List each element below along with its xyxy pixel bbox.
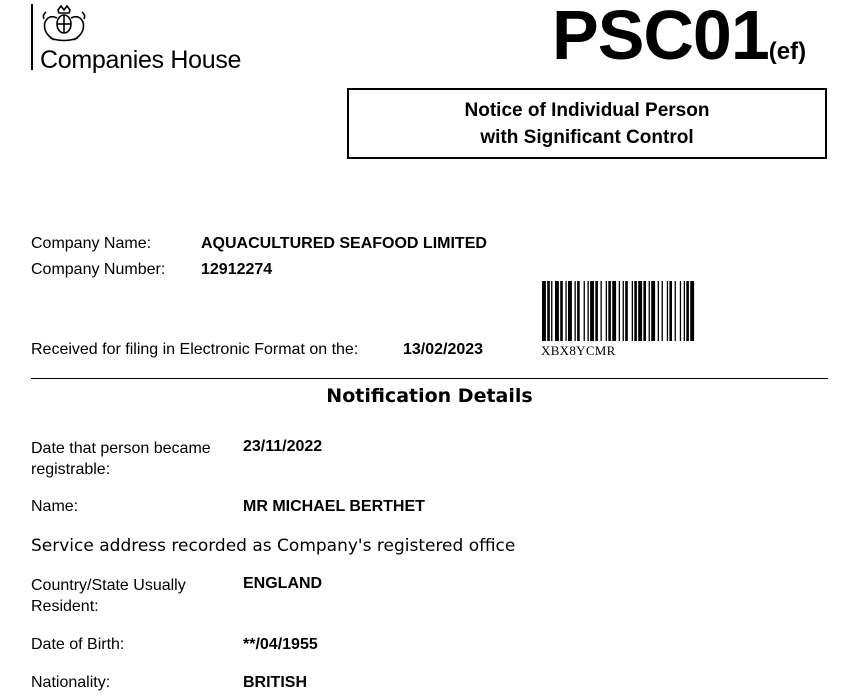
received-label: Received for filing in Electronic Format on the:: [31, 341, 359, 358]
nationality-value: BRITISH: [243, 674, 307, 691]
barcode-text: XBX8YCMR: [541, 343, 616, 358]
barcode-icon: [541, 281, 819, 341]
country-value: ENGLAND: [243, 575, 323, 592]
dob-label: Date of Birth:: [31, 636, 125, 653]
date-registrable-label-line1: Date that person became: [31, 440, 211, 457]
royal-crest-icon: [38, 4, 90, 42]
notification-heading: Notification Details: [326, 385, 533, 407]
person-name-value: MR MICHAEL BERTHET: [243, 498, 425, 515]
logo-divider: [31, 4, 33, 70]
organisation-name: Companies House: [40, 46, 242, 74]
section-divider: [31, 378, 828, 379]
company-number-label: Company Number:: [31, 261, 166, 278]
company-name-value: AQUACULTURED SEAFOOD LIMITED: [201, 235, 487, 252]
form-code-suffix: (ef): [768, 38, 807, 65]
form-title-box: [347, 88, 827, 159]
date-registrable-label: [31, 438, 211, 480]
form-title-line2: with Significant Control: [480, 126, 694, 148]
form-title-line1: Notice of Individual Person: [464, 99, 710, 121]
company-number-value: 12912274: [201, 261, 273, 278]
service-address-note: Service address recorded as Company's registered office: [31, 536, 516, 556]
country-label-line1: Country/State Usually: [31, 577, 186, 594]
company-name-label: Company Name:: [31, 235, 152, 252]
nationality-label: Nationality:: [31, 674, 111, 691]
date-registrable-value: 23/11/2022: [243, 438, 323, 455]
person-name-label: Name:: [31, 498, 79, 515]
received-value: 13/02/2023: [403, 341, 484, 358]
date-registrable-label-line2: registrable:: [31, 461, 111, 478]
form-code: [552, 0, 807, 74]
country-label-line2: Resident:: [31, 598, 99, 615]
dob-value: **/04/1955: [243, 636, 318, 653]
country-label: [31, 575, 186, 617]
form-code-main: PSC01: [552, 0, 769, 74]
